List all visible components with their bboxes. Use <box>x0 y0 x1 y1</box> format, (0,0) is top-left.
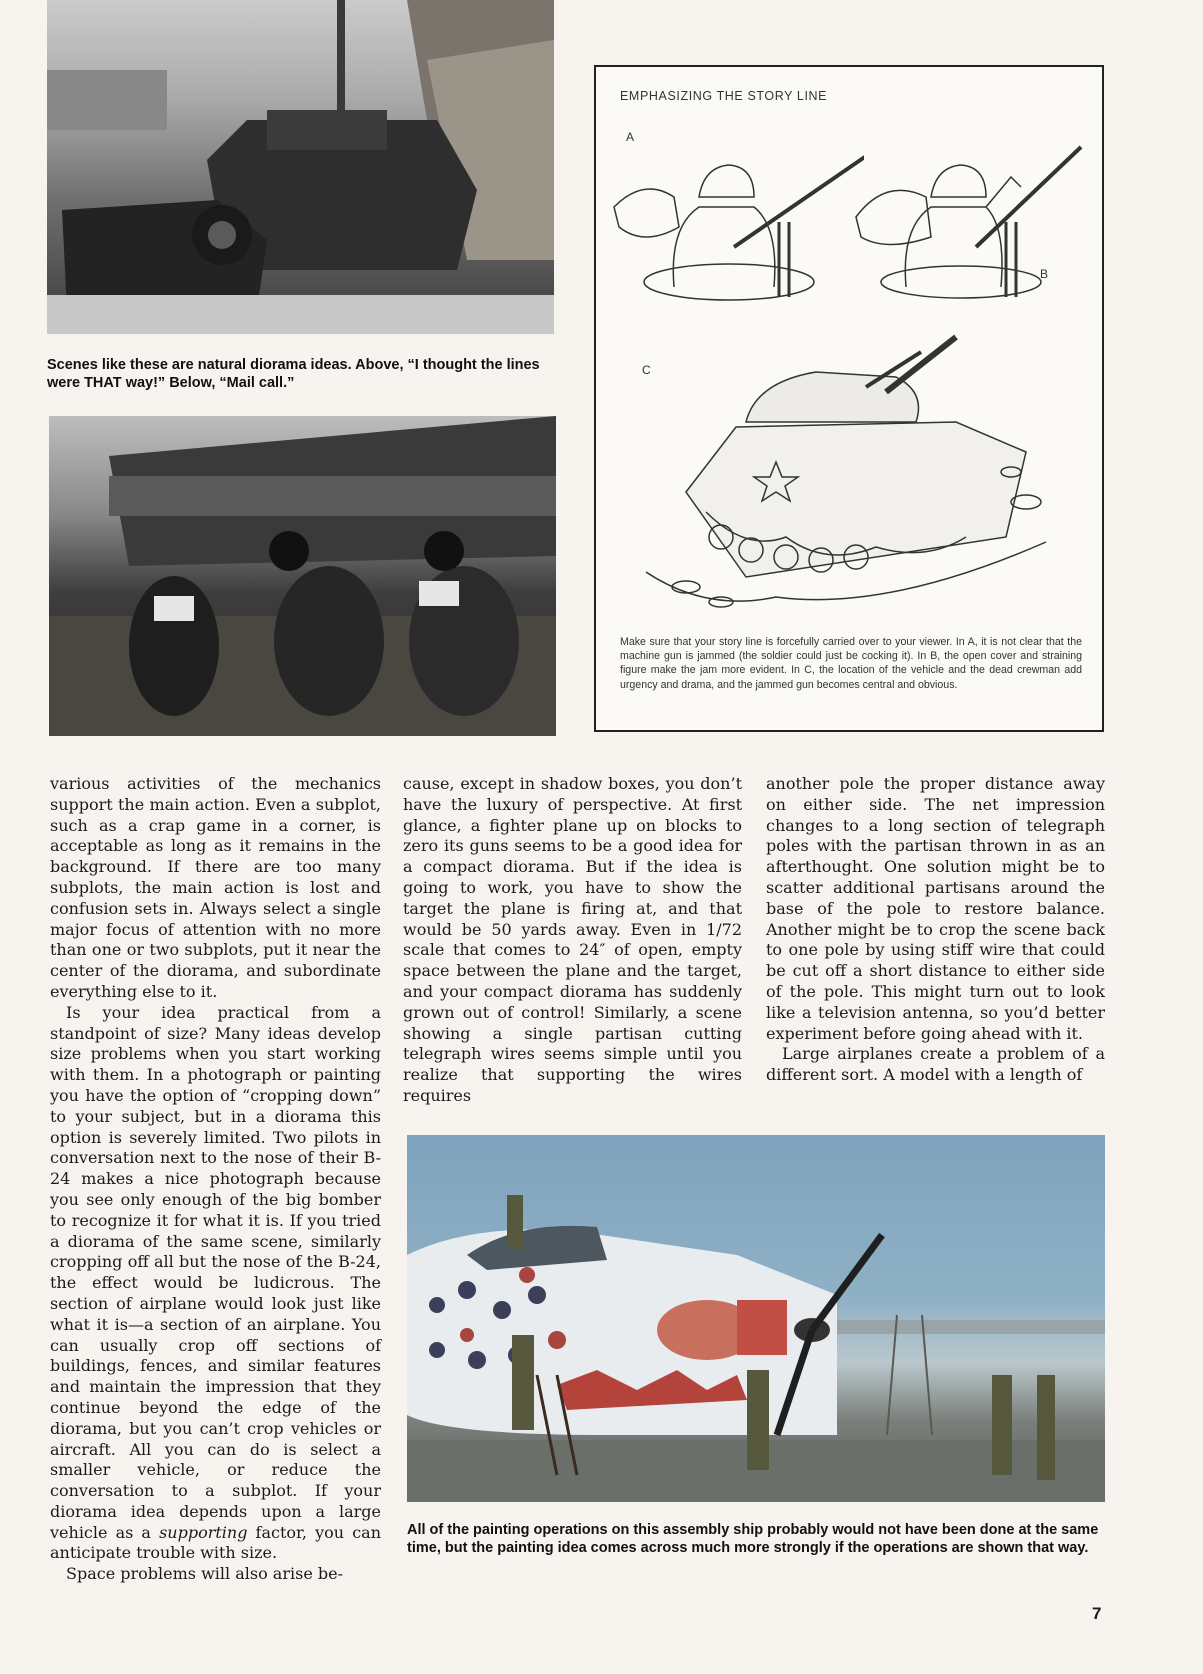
text-column-3 <box>766 774 1105 1086</box>
page-number: 7 <box>1092 1604 1102 1623</box>
supporting-emphasis: supporting <box>159 1522 248 1542</box>
col3-paragraph-2: Large airplanes create a problem of a different sort. A model with a length of <box>766 1044 1105 1085</box>
col1-paragraph-2-part-a: Is your idea practical from a standpoint of size? Many ideas develop size problems when you start working with them. In a photograph or painting you have the option of “cropping down” to your subject, but in a diorama this option is severely limited. Two pilots in conversation next to the nose of their B-24 makes a nice photograph because you see only enough of the big bomber to recognize it for what it is. If you tried a diorama of the same scene, similarly cropping off all but the nose of the B-24, the effect would be ludicrous. The section of airplane would look just like what it is—a section of an airplane. You can usually crop off sections of buildings, fences, and similar features and maintain the impression that they continue beyond the edge of the diorama, but you can’t crop vehicles or aircraft. All you can do is select a smaller vehicle, or reduce the conversation to a subplot. If your diorama idea depends upon a large vehicle as a <box>50 1002 381 1542</box>
tank-jeep-photo <box>47 0 554 334</box>
col1-paragraph-2 <box>50 1003 381 1565</box>
figure-caption: Make sure that your story line is forcefully carried over to your viewer. In A, it is not clear that the machine gun is jammed (the soldier could just be cocking it). In B, the open cover and straining figure make the jam more evident. In C, the location of the vehicle and the dead crewman add urgency and drama, and the jammed gun becomes central and obvious. <box>620 636 1082 691</box>
figure-label-b: B <box>1040 267 1049 281</box>
gunner-sketch-b <box>846 137 1096 307</box>
col3-paragraph-1: another pole the proper distance away on either side. The net impression changes to a long section of telegraph poles with the partisan thrown in as an afterthought. One solution might be to scatter additional partisans around the base of the pole to restore balance. Another might be to crop the scene back to one pole by using stiff wire that could be cut off a short distance to either side of the pole. This might turn out to look like a television antenna, so you’d better experiment before going ahead with it. <box>766 774 1105 1043</box>
gunner-sketch-a <box>604 137 864 307</box>
story-line-figure <box>594 65 1104 732</box>
mail-call-photo <box>49 416 556 736</box>
text-column-2 <box>403 774 742 1107</box>
bomber-diorama-photo <box>407 1135 1105 1502</box>
figure-label-a: A <box>626 130 635 144</box>
col2-paragraph-1: cause, except in shadow boxes, you don’t have the luxury of perspective. At first glance, a fighter plane up on blocks to zero its guns seems to be a good idea for a compact diorama. But if the idea is going to work, you have to show the target the plane is firing at, and that would be 50 yards away. Even in 1/72 scale that comes to 24″ of open, empty space between the plane and the target, and your compact diorama has suddenly grown out of control! Similarly, a scene showing a single partisan cutting telegraph wires seems simple until you realize that supporting the wires requires <box>403 774 742 1105</box>
figure-title: EMPHASIZING THE STORY LINE <box>620 89 828 103</box>
top-photos-caption: Scenes like these are natural diorama ideas. Above, “I thought the lines were THAT way!” Below, “Mail call.” <box>47 357 540 391</box>
text-column-1 <box>50 774 381 1585</box>
col1-paragraph-2-part-b: factor, you can anticipate trouble with size. <box>50 1522 381 1563</box>
col1-paragraph-3: Space problems will also arise be- <box>66 1564 343 1584</box>
bomber-photo-caption: All of the painting operations on this assembly ship probably would not have been done at the same time, but the painting idea comes across much more strongly if the operations are shown that way. <box>407 1522 1099 1556</box>
tank-sketch-c <box>626 312 1066 622</box>
col1-paragraph-1: various activities of the mechanics support the main action. Even a subplot, such as a crap game in a corner, is acceptable as long as it remains in the background. If there are too many subplots, the main action is lost and confusion sets in. Always select a single major focus of attention with no more than one or two subplots, put it near the center of the diorama, and subordinate everything else to it. <box>50 774 381 1001</box>
figure-label-c: C <box>642 363 651 377</box>
